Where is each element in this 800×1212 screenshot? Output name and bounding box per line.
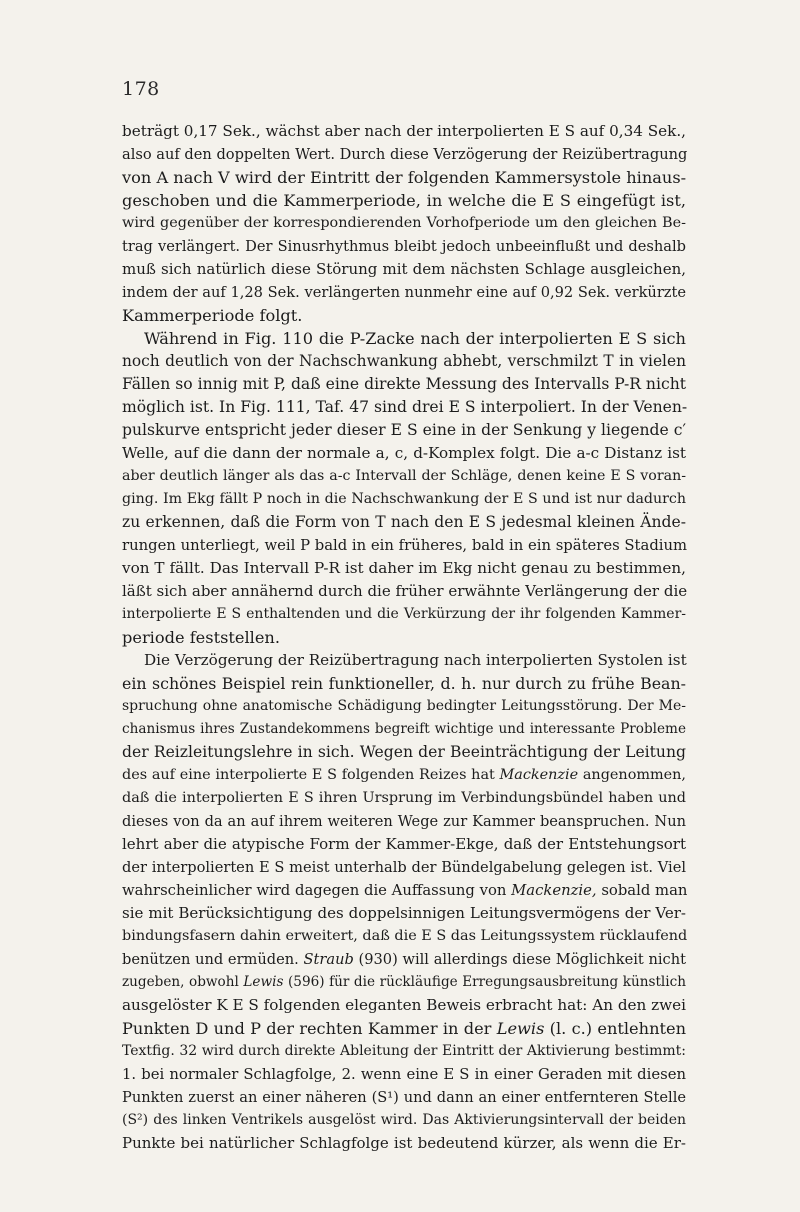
text-line [122,718,686,741]
text-segment: sobald man [596,882,688,899]
text-line [122,511,686,534]
text-line [122,695,686,718]
text-line [122,764,686,787]
text-line [122,580,686,603]
page-number: 178 [122,78,160,100]
text-line [122,235,686,258]
text-line [122,833,686,856]
text-segment: Während in Fig. 110 die P-Zacke nach der interpolierten E S sich [144,329,686,348]
text-line [122,396,686,419]
text-line [122,787,686,810]
text-line [122,1017,686,1040]
text-segment: von A nach V wird der Eintritt der folgenden Kammersystole hinaus- [122,168,687,187]
text-segment: (930) will allerdings diese Möglichkeit nicht [353,951,686,968]
text-segment: noch deutlich von der Nachschwankung abhebt, verschmilzt T in vielen [122,352,686,370]
text-line [122,350,686,373]
text-segment: spruchung ohne anatomische Schädigung bedingter Leitungsstörung. Der Me- [122,698,686,714]
text-segment: wahrscheinlicher wird dagegen die Auffassung von [122,882,512,899]
text-segment: (596) für die rückläufige Erregungsausbreitung künstlich [283,974,686,990]
text-line [122,994,686,1017]
text-segment: (l. c.) entlehnten [544,1019,687,1038]
text-line [122,879,686,902]
text-segment: läßt sich aber annähernd durch die früher erwähnte Verlängerung der die [122,582,688,600]
text-segment: Punkten zuerst an einer näheren (S¹) und dann an einer entfernteren Stelle [122,1089,686,1106]
text-segment: periode feststellen. [122,628,280,647]
text-line [122,212,686,235]
text-segment: zu erkennen, daß die Form von T nach den E S jedesmal kleinen Ände- [122,513,686,531]
author-name: Lewis [496,1019,545,1038]
text-line [122,856,686,879]
text-segment: Punkten D und P der rechten Kammer in der [122,1019,497,1038]
text-line [122,971,686,994]
text-line [122,1132,686,1155]
text-segment: wird gegenüber der korrespondierenden Vorhofperiode um den gleichen Be- [122,215,686,231]
text-line [122,442,686,465]
text-line [122,1040,686,1063]
text-line [122,1063,686,1086]
text-line [122,810,686,833]
text-line [122,948,686,971]
text-line [122,327,686,350]
text-segment: benützen und ermüden. [122,951,304,968]
text-segment: muß sich natürlich diese Störung mit dem nächsten Schlage ausgleichen, [122,260,686,278]
text-line [122,902,686,925]
text-segment: 1. bei normaler Schlagfolge, 2. wenn eine E S in einer Geraden mit diesen [122,1066,686,1083]
text-segment: aber deutlich länger als das a-c Intervall der Schläge, denen keine E S voran- [122,468,686,484]
text-line [122,304,686,327]
text-line [122,534,686,557]
text-segment: dieses von da an auf ihrem weiteren Wege zur Kammer beanspruchen. Nun [122,813,686,830]
text-segment: rungen unterliegt, weil P bald in ein früheres, bald in ein späteres Stadium [122,537,688,554]
text-segment: Fällen so innig mit P, daß eine direkte Messung des Intervalls P-R nicht [122,375,686,393]
text-segment: der Reizleitungslehre in sich. Wegen der Beeinträchtigung der Leitung [122,743,686,761]
text-line [122,1086,686,1109]
text-line [122,465,686,488]
author-name: Lewis [243,974,284,990]
author-name: Mackenzie [499,767,579,783]
text-segment: pulskurve entspricht jeder dieser E S eine in der Senkung y liegende c′ [122,421,686,439]
text-line [122,1109,686,1132]
text-line [122,925,686,948]
text-segment: möglich ist. In Fig. 111, Taf. 47 sind drei E S interpoliert. In der Venen- [122,398,688,416]
text-line [122,626,686,649]
author-name: Straub [303,951,354,968]
text-line [122,120,686,143]
text-segment: Kammerperiode folgt. [122,306,303,325]
text-segment: Die Verzögerung der Reizübertragung nach interpolierten Systolen ist [144,651,687,669]
author-name: Mackenzie, [511,882,597,899]
text-segment: daß die interpolierten E S ihren Ursprung im Verbindungsbündel haben und [122,790,686,806]
text-segment: lehrt aber die atypische Form der Kammer-Ekge, daß der Entstehungsort [122,835,686,853]
text-segment: bindungsfasern dahin erweitert, daß die E S das Leitungssystem rücklaufend [122,928,688,944]
text-segment: also auf den doppelten Wert. Durch diese Verzögerung der Reizübertragung [122,146,688,163]
text-line [122,603,686,626]
text-line [122,741,686,764]
text-segment: ein schönes Beispiel rein funktioneller, d. h. nur durch zu frühe Bean- [122,674,686,693]
text-line [122,488,686,511]
text-segment: interpolierte E S enthaltenden und die Verkürzung der ihr folgenden Kammer- [122,606,686,622]
text-segment: Punkte bei natürlicher Schlagfolge ist bedeutend kürzer, als wenn die Er- [122,1134,686,1152]
text-segment: ging. Im Ekg fällt P noch in die Nachschwankung der E S und ist nur dadurch [122,491,686,507]
text-line [122,672,686,695]
text-line [122,419,686,442]
text-segment: der interpolierten E S meist unterhalb der Bündelgabelung gelegen ist. Viel [122,859,686,876]
text-segment: des auf eine interpolierte E S folgenden Reizes hat [122,767,500,783]
text-segment: zugeben, obwohl [122,974,244,990]
text-segment: Textfig. 32 wird durch direkte Ableitung der Eintritt der Aktivierung bestimmt: [122,1043,686,1059]
text-segment: geschoben und die Kammerperiode, in welche die E S eingefügt ist, [122,191,686,210]
text-line [122,166,686,189]
text-line [122,143,686,166]
text-line [122,189,686,212]
text-segment: von T fällt. Das Intervall P-R ist daher im Ekg nicht genau zu bestimmen, [122,559,686,577]
text-line [122,281,686,304]
text-segment: Welle, auf die dann der normale a, c, d-Komplex folgt. Die a-c Distanz ist [122,444,686,462]
text-segment: beträgt 0,17 Sek., wächst aber nach der interpolierten E S auf 0,34 Sek., [122,122,687,140]
text-segment: (S²) des linken Ventrikels ausgelöst wird. Das Aktivierungsintervall der beiden [122,1112,686,1128]
text-line [122,373,686,396]
body-text [122,120,686,1155]
text-line [122,649,686,672]
text-segment: trag verlängert. Der Sinusrhythmus bleibt jedoch unbeeinflußt und deshalb [122,238,686,255]
text-segment: sie mit Berücksichtigung des doppelsinnigen Leitungsvermögens der Ver- [122,904,686,922]
text-line [122,258,686,281]
text-segment: ausgelöster K E S folgenden eleganten Beweis erbracht hat: An den zwei [122,996,686,1014]
text-segment: indem der auf 1,28 Sek. verlängerten nunmehr eine auf 0,92 Sek. verkürzte [122,284,686,301]
text-segment: angenommen, [578,767,687,783]
text-line [122,557,686,580]
text-segment: chanismus ihres Zustandekommens begreift wichtige und interessante Probleme [122,721,686,737]
